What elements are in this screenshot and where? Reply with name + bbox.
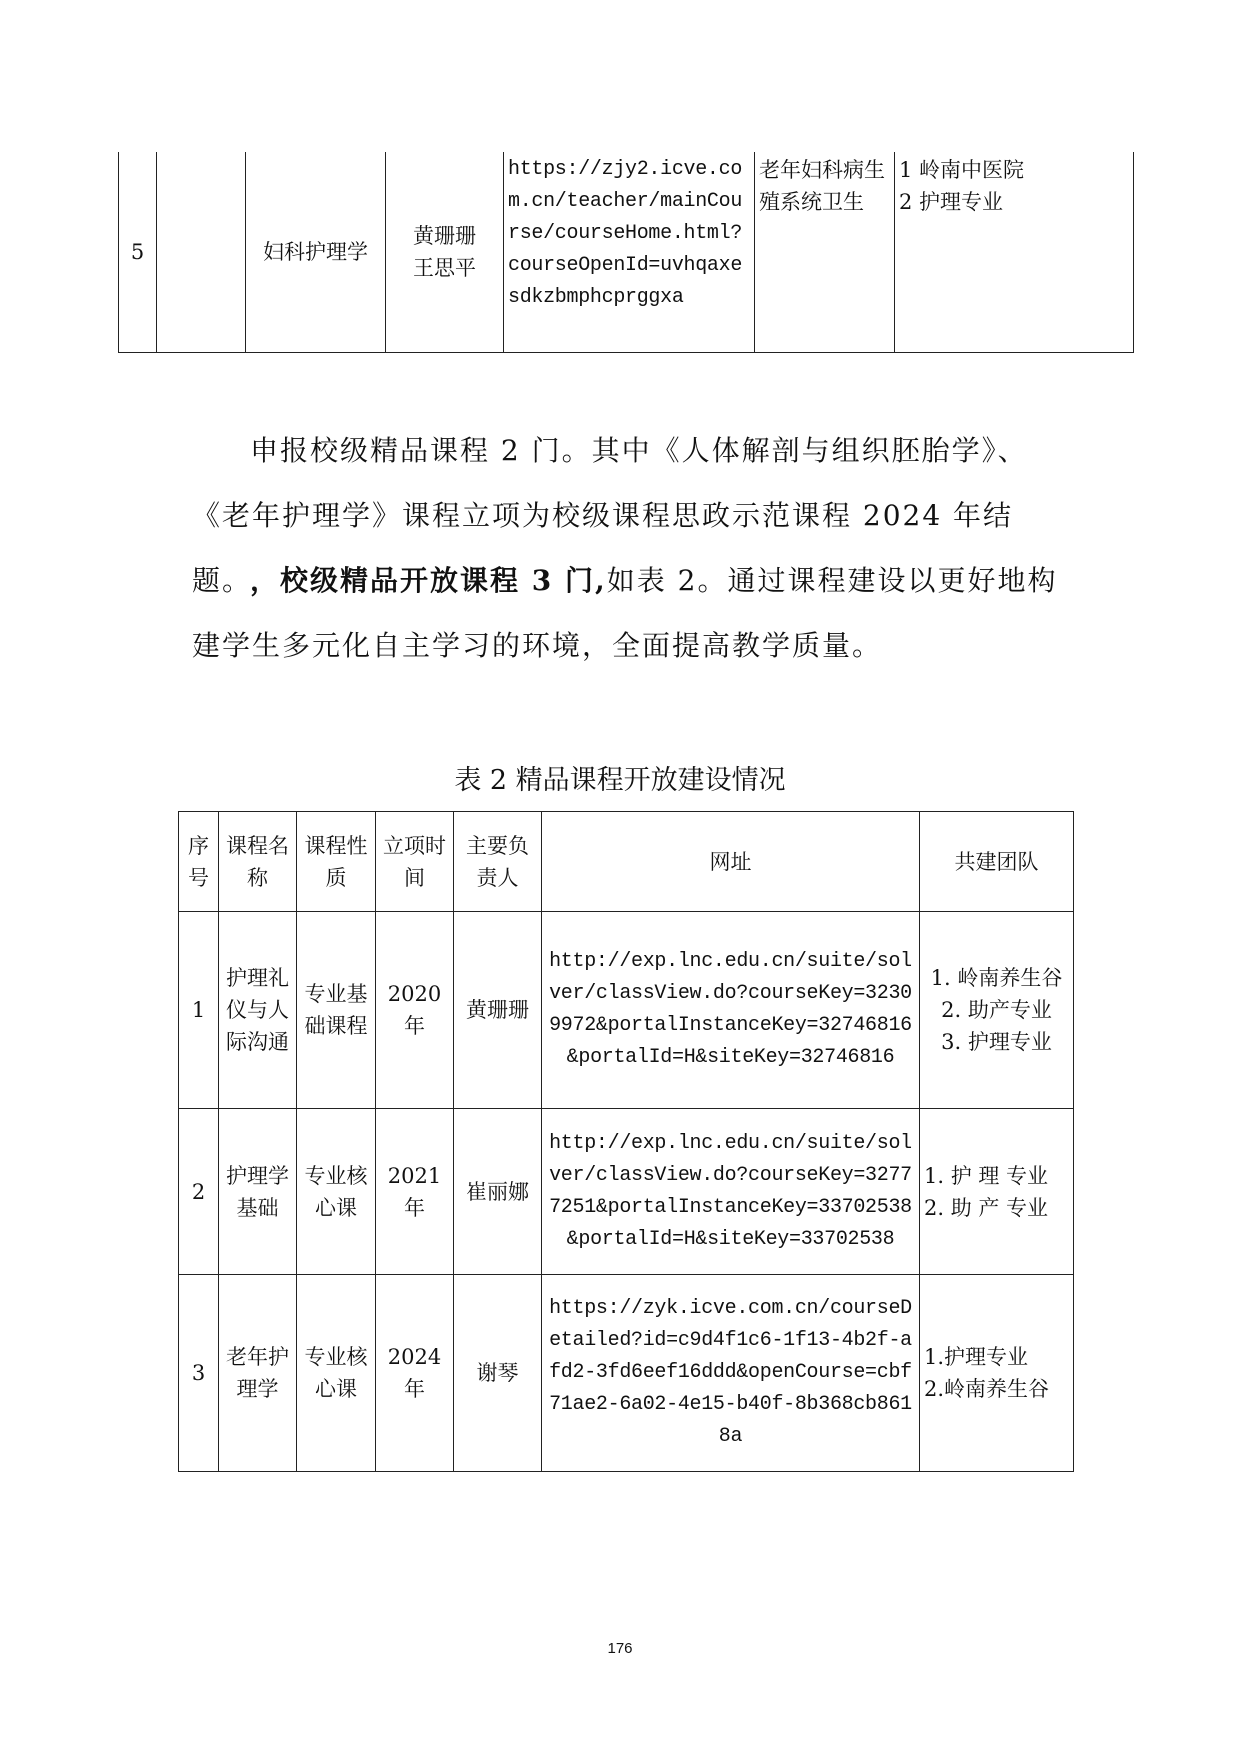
course-url: http://exp.lnc.edu.cn/suite/solver/classView.do?courseKey=32777251&portalInstanceKey=33702538&portalId=H&siteKey=33702538 xyxy=(542,1109,920,1275)
course-type: 专业核心课 xyxy=(297,1109,376,1275)
table-header-row xyxy=(179,812,1074,912)
course-year: 2020 年 xyxy=(376,912,454,1109)
header-leader: 主要负责人 xyxy=(454,812,542,912)
table-row xyxy=(179,912,1074,1109)
course-year: 2021 年 xyxy=(376,1109,454,1275)
course-topics: 老年妇科病生殖系统卫生 xyxy=(755,152,895,352)
course-name: 护理礼仪与人际沟通 xyxy=(219,912,297,1109)
header-name: 课程名称 xyxy=(219,812,297,912)
table-row xyxy=(179,1109,1074,1275)
course-url: https://zjy2.icve.com.cn/teacher/mainCourse/courseHome.html?courseOpenId=uvhqaxesdkzbmphcprggxa xyxy=(504,152,755,352)
blank-cell xyxy=(157,152,246,352)
course-url: https://zyk.icve.com.cn/courseDetailed?id=c9d4f1c6-1f13-4b2f-afd2-3fd6eef16ddd&openCourse=cbf71ae2-6a02-4e15-b40f-8b368cb8618a xyxy=(542,1275,920,1472)
course-type: 专业核心课 xyxy=(297,1275,376,1472)
team: 1 岭南中医院 xyxy=(899,158,1025,182)
course-url: http://exp.lnc.edu.cn/suite/solver/classView.do?courseKey=32309972&portalInstanceKey=32746816&portalId=H&siteKey=32746816 xyxy=(542,912,920,1109)
course-leaders xyxy=(386,152,504,352)
header-url: 网址 xyxy=(542,812,920,912)
row-index: 5 xyxy=(119,152,157,352)
course-teams xyxy=(920,1109,1074,1275)
table-row xyxy=(179,1275,1074,1472)
bold-lead: ，校级精品开放课程 3 门, xyxy=(250,564,607,597)
open-courses-table xyxy=(178,811,1074,1472)
course-teams xyxy=(920,912,1074,1109)
team: 2. 助产专业 xyxy=(941,998,1052,1022)
table-caption: 表 2 精品课程开放建设情况 xyxy=(454,765,786,796)
team: 2.岭南养生谷 xyxy=(924,1377,1050,1401)
course-teams xyxy=(895,152,1134,352)
course-type: 专业基础课程 xyxy=(297,912,376,1109)
team: 1.护理专业 xyxy=(924,1345,1029,1369)
course-year: 2024 年 xyxy=(376,1275,454,1472)
course-leader: 谢琴 xyxy=(454,1275,542,1472)
table-row xyxy=(119,152,1134,352)
course-name: 老年护理学 xyxy=(219,1275,297,1472)
row-index: 1 xyxy=(179,912,219,1109)
leader: 黄珊珊 xyxy=(413,223,476,248)
team: 3. 护理专业 xyxy=(941,1030,1052,1054)
team: 2 护理专业 xyxy=(899,190,1004,214)
header-team: 共建团队 xyxy=(920,812,1074,912)
row-index: 3 xyxy=(179,1275,219,1472)
course-name: 妇科护理学 xyxy=(246,152,386,352)
header-index: 序号 xyxy=(179,812,219,912)
row-index: 2 xyxy=(179,1109,219,1275)
course-name: 护理学基础 xyxy=(219,1109,297,1275)
team: 1. 护 理 专业 xyxy=(924,1163,1049,1188)
course-leader: 黄珊珊 xyxy=(454,912,542,1109)
header-type: 课程性质 xyxy=(297,812,376,912)
course-teams xyxy=(920,1275,1074,1472)
leader: 王思平 xyxy=(413,255,476,280)
course-table-continued xyxy=(118,152,1134,353)
paragraph-rest: 如表 2。通过课程建设以更好地构建学生多元化自主学习的环境，全面提高教学质量。 xyxy=(192,564,1058,662)
header-year: 立项时间 xyxy=(376,812,454,912)
course-leader: 崔丽娜 xyxy=(454,1109,542,1275)
team: 2. 助 产 专业 xyxy=(924,1195,1049,1220)
team: 1. 岭南养生谷 xyxy=(930,966,1063,990)
paragraph-open-courses xyxy=(192,548,1072,678)
paragraph-course-application: 申报校级精品课程 2 门。其中《人体解剖与组织胚胎学》、《老年护理学》课程立项为校级课程思政示范课程 2024 年结题。 xyxy=(192,434,1028,597)
page-number: 176 xyxy=(607,1640,633,1657)
